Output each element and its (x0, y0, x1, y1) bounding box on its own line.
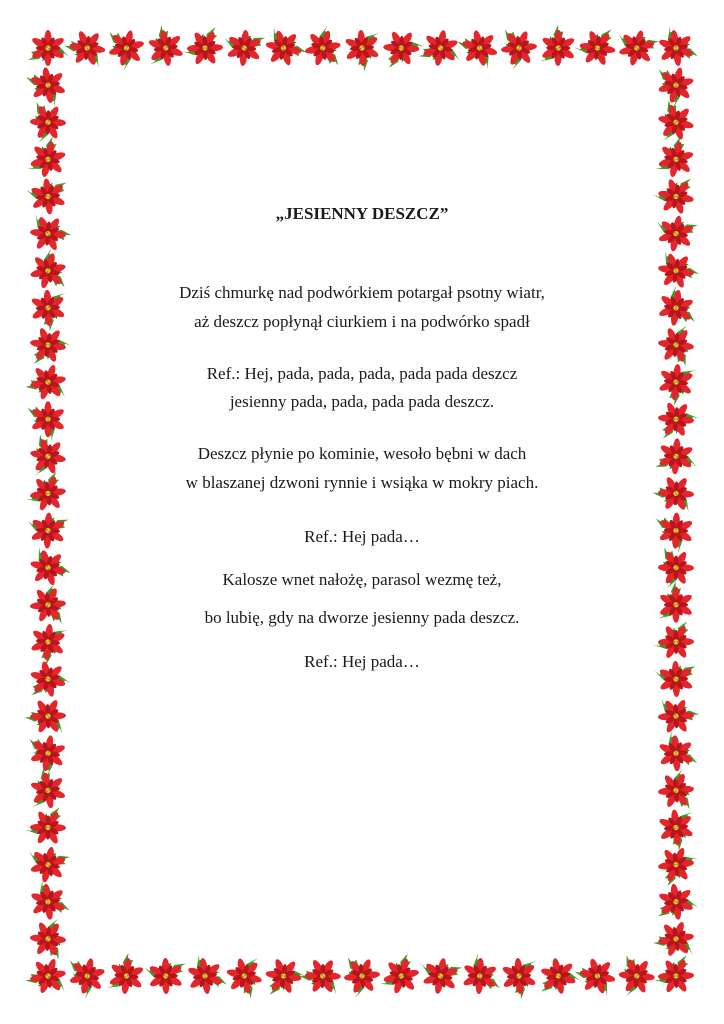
poinsettia-flower-icon (649, 467, 703, 520)
poinsettia-flower-icon (650, 173, 700, 220)
poinsettia-flower-icon (29, 917, 68, 960)
poinsettia-flower-icon (650, 578, 702, 632)
refrain-short-2: Ref.: Hej pada… (304, 652, 420, 671)
poinsettia-flower-icon (650, 355, 703, 409)
poinsettia-flower-icon (652, 212, 699, 255)
poinsettia-flower-icon (649, 838, 703, 891)
poinsettia-flower-icon (649, 950, 703, 1002)
poinsettia-flower-icon (23, 359, 73, 406)
verse-1-line-1: Dziś chmurkę nad podwórkiem potargał psotny wiatr, (179, 283, 545, 302)
poinsettia-flower-icon (23, 952, 74, 1000)
refrain-line-1: Ref.: Hej, pada, pada, pada, pada pada deszcz (206, 364, 518, 383)
poinsettia-flower-icon (28, 582, 67, 626)
poinsettia-flower-icon (649, 20, 703, 74)
poinsettia-flower-icon (655, 437, 698, 476)
poinsettia-flower-icon (649, 726, 702, 780)
verse-1-line-2: aż deszcz popłynął ciurkiem i na podwórko spadł (194, 312, 530, 331)
poinsettia-flower-icon (22, 393, 74, 447)
verse-3-line-1: Kalosze wnet nałożę, parasol wezmę też, (222, 570, 502, 589)
poinsettia-flower-icon (24, 657, 72, 701)
verse-2-line-2: w blaszanej dzwoni rynnie i wsiąka w mokry piach. (185, 473, 539, 492)
refrain-line-2: jesienny pada, pada, pada pada deszcz. (229, 392, 495, 411)
poinsettia-flower-icon (649, 616, 703, 668)
poinsettia-flower-icon (651, 915, 702, 963)
poinsettia-flower-icon (654, 99, 698, 147)
poinsettia-flower-icon (650, 394, 702, 444)
poinsettia-flower-icon (656, 768, 695, 812)
poinsettia-flower-icon (649, 691, 702, 742)
poinsettia-flower-icon (20, 467, 74, 521)
poinsettia-flower-icon (653, 61, 699, 110)
poinsettia-flower-icon (23, 281, 74, 334)
poinsettia-flower-icon (26, 511, 69, 549)
poinsettia-flower-icon (28, 30, 69, 66)
poinsettia-flower-icon (21, 58, 75, 113)
poinsettia-flower-icon (651, 504, 702, 557)
poinsettia-flower-icon (20, 207, 74, 260)
poinsettia-flower-icon (25, 246, 70, 294)
poinsettia-flower-icon (21, 132, 75, 187)
verse-2-line-1: Deszcz płynie po kominie, wesoło bębni w dach (197, 444, 527, 463)
poinsettia-flower-icon (612, 25, 661, 70)
poinsettia-flower-icon (25, 176, 70, 216)
poinsettia-flower-icon (64, 952, 110, 1002)
poinsettia-flower-icon (651, 282, 700, 334)
poinsettia-flower-icon (21, 874, 74, 928)
poinsettia-flower-icon (60, 22, 114, 75)
poinsettia-flower-icon (654, 881, 700, 922)
poinsettia-flower-icon (658, 547, 695, 589)
verse-3-line-2: bo lubię, gdy na dworze jesienny pada deszcz. (204, 608, 520, 627)
poinsettia-flower-icon (24, 728, 72, 779)
poinsettia-flower-icon (651, 801, 701, 853)
poinsettia-flower-icon (23, 320, 75, 369)
poinsettia-flower-icon (654, 660, 696, 697)
poinsettia-flower-icon (617, 955, 656, 999)
poinsettia-flower-icon (24, 765, 72, 816)
poinsettia-flower-icon (22, 691, 75, 742)
poinsettia-flower-icon (649, 132, 703, 187)
poinsettia-flower-icon (24, 843, 72, 887)
poinsettia-flower-icon (656, 322, 697, 367)
poinsettia-flower-icon (26, 433, 69, 480)
poem (110, 0, 614, 1024)
poinsettia-flower-icon (29, 102, 66, 144)
refrain-short-1: Ref.: Hej pada… (304, 527, 420, 546)
poinsettia-flower-icon (22, 614, 75, 668)
poem-title: „JESIENNY DESZCZ” (275, 204, 449, 223)
poinsettia-flower-icon (648, 244, 703, 298)
poinsettia-flower-icon (21, 802, 74, 853)
